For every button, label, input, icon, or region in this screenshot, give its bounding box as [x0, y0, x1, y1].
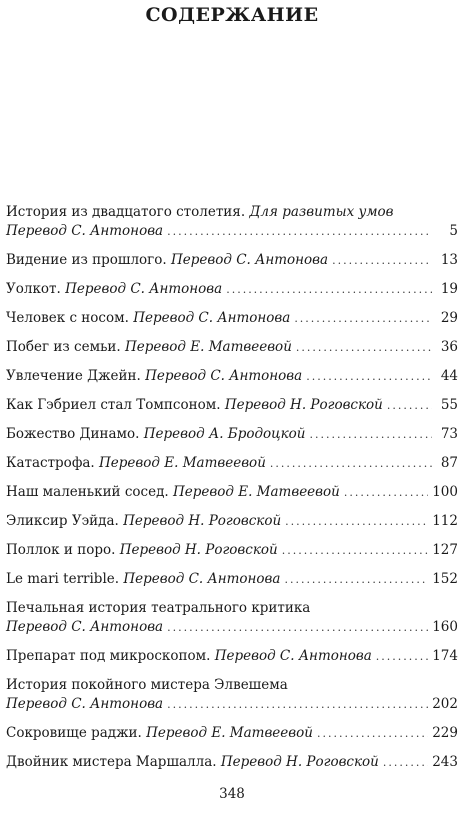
toc-entry [6, 309, 458, 338]
entry-page: 112 [432, 513, 458, 529]
entry-title: Двойник мистера Маршалла. [6, 754, 217, 770]
entry-translator: Перевод Е. Матвеевой [146, 725, 313, 741]
dot-leader [306, 367, 432, 386]
entry-page: 36 [440, 339, 458, 355]
entry-title: Le mari terrible. [6, 571, 120, 587]
entry-translator: Перевод Е. Матвеевой [99, 455, 266, 471]
entry-translator: Перевод Е. Матвеевой [125, 339, 292, 355]
entry-translator: Перевод С. Антонова [123, 571, 281, 587]
dot-leader [296, 338, 432, 357]
entry-title: Как Гэбриел стал Томпсоном. [6, 397, 221, 413]
toc-entry [6, 599, 458, 647]
entry-page: 229 [432, 725, 458, 741]
entry-page: 160 [432, 619, 458, 635]
entry-page: 152 [432, 571, 458, 587]
dot-leader [167, 222, 432, 241]
entry-page: 202 [432, 696, 458, 712]
dot-leader [285, 512, 428, 531]
entry-translator: Перевод С. Антонова [6, 223, 164, 239]
entry-translator: Перевод А. Бродоцкой [143, 426, 306, 442]
toc-entry [6, 676, 458, 724]
page-number: 348 [219, 786, 245, 802]
toc-entry [6, 724, 458, 753]
entry-translator: Перевод С. Антонова [133, 310, 291, 326]
entry-page: 127 [432, 542, 458, 558]
dot-leader [376, 647, 428, 666]
dot-leader [167, 618, 428, 637]
dot-leader [294, 309, 432, 328]
entry-translator: Перевод С. Антонова [6, 619, 164, 635]
entry-title: Увлечение Джейн. [6, 368, 141, 384]
entry-page: 13 [440, 252, 458, 268]
toc-entry [6, 647, 458, 676]
dot-leader [332, 251, 432, 270]
entry-title: Видение из прошлого. [6, 252, 167, 268]
entry-title: Божество Динамо. [6, 426, 140, 442]
toc-entry [6, 454, 458, 483]
entry-page: 5 [449, 223, 458, 239]
entry-title: Поллок и поро. [6, 542, 116, 558]
dot-leader [309, 425, 432, 444]
entry-page: 87 [440, 455, 458, 471]
entry-page: 243 [432, 754, 458, 770]
entry-title: Побег из семьи. [6, 339, 121, 355]
entry-title: История покойного мистера Элвешема [6, 677, 288, 693]
toc-entry [6, 396, 458, 425]
entry-translator: Перевод С. Антонова [145, 368, 303, 384]
entry-title: Эликсир Уэйда. [6, 513, 119, 529]
dot-leader [226, 280, 432, 299]
entry-page: 174 [432, 648, 458, 664]
entry-translator: Перевод С. Антонова [65, 281, 223, 297]
entry-title: Сокровище раджи. [6, 725, 142, 741]
entry-translator: Перевод С. Антонова [214, 648, 372, 664]
entry-translator: Перевод Н. Роговской [119, 542, 278, 558]
dot-leader [282, 541, 428, 560]
entry-page: 100 [432, 484, 458, 500]
entry-translator: Перевод Е. Матвеевой [173, 484, 340, 500]
toc-entry [6, 425, 458, 454]
entry-title: Человек с носом. [6, 310, 129, 326]
entry-page: 19 [440, 281, 458, 297]
entry-translator: Перевод Н. Роговской [123, 513, 282, 529]
dot-leader [387, 396, 432, 415]
toc-list [6, 203, 458, 782]
toc-entry [6, 338, 458, 367]
entry-title: История из двадцатого столетия. [6, 204, 246, 220]
dot-leader [284, 570, 428, 589]
entry-translator: Перевод Н. Роговской [224, 397, 383, 413]
toc-entry [6, 203, 458, 251]
dot-leader [344, 483, 428, 502]
toc-entry [6, 753, 458, 782]
toc-entry [6, 570, 458, 599]
dot-leader [270, 454, 432, 473]
toc-entry [6, 512, 458, 541]
toc-entry [6, 280, 458, 309]
toc-entry [6, 367, 458, 396]
entry-title: Печальная история театрального критика [6, 600, 311, 616]
entry-page: 44 [440, 368, 458, 384]
entry-subtitle: Для развитых умов [249, 204, 394, 220]
toc-heading: СОДЕРЖАНИЕ [145, 4, 319, 26]
entry-title: Катастрофа. [6, 455, 95, 471]
entry-translator: Перевод Н. Роговской [220, 754, 379, 770]
entry-page: 73 [440, 426, 458, 442]
entry-title: Уолкот. [6, 281, 61, 297]
entry-translator: Перевод С. Антонова [170, 252, 329, 268]
dot-leader [317, 724, 428, 743]
dot-leader [167, 695, 428, 714]
entry-translator: Перевод С. Антонова [6, 696, 164, 712]
entry-page: 55 [440, 397, 458, 413]
toc-entry [6, 483, 458, 512]
toc-entry [6, 541, 458, 570]
entry-page: 29 [440, 310, 458, 326]
toc-entry [6, 251, 458, 280]
dot-leader [383, 753, 428, 772]
entry-title: Препарат под микроскопом. [6, 648, 211, 664]
entry-title: Наш маленький сосед. [6, 484, 169, 500]
